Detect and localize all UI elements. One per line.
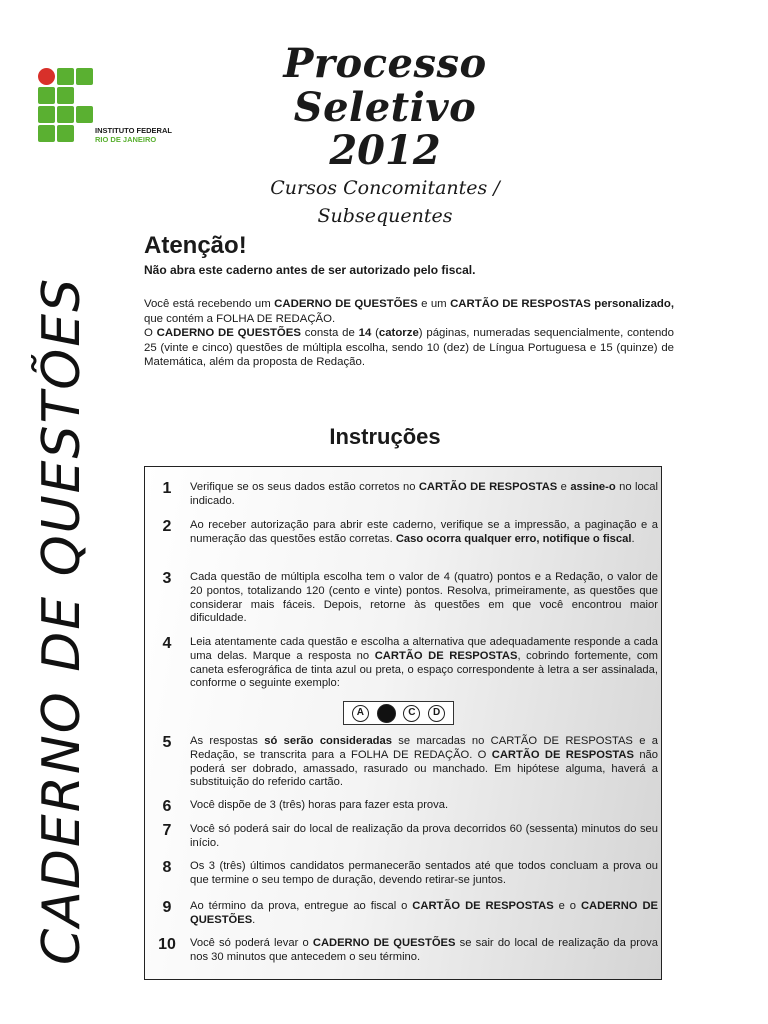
text-run-bold: só serão consideradas	[264, 735, 392, 747]
instruction-number: 10	[158, 936, 176, 953]
text-run-bold: CARTÃO DE RESPOSTAS	[418, 481, 558, 493]
attention-warning: Não abra este caderno antes de ser autorizado pelo fiscal.	[144, 263, 476, 277]
attention-paragraph-2	[144, 326, 674, 370]
logo-square	[76, 106, 93, 123]
text-run-bold: CADERNO DE QUESTÕES	[312, 937, 456, 949]
text-run: Verifique se os seus dados estão corretos no	[190, 481, 419, 493]
instruction-number: 5	[162, 734, 172, 751]
side-label: CADERNO DE QUESTÕES	[32, 276, 92, 965]
text-run: Ao receber autorização para abrir este caderno, verifique se a impressão, a paginação e a numeração das questões estão corretas.	[190, 519, 658, 545]
instruction-text	[190, 735, 658, 790]
option-bubble-filled	[377, 704, 396, 723]
text-run: não poderá ser dobrado, amassado, rasurado ou manchado. Em hipótese alguma, haverá a substituição do referido cartão.	[190, 748, 658, 789]
institute-name-line2: RIO DE JANEIRO	[95, 135, 157, 144]
instruction-text	[190, 519, 658, 547]
text-run-bold: CARTÃO DE RESPOSTAS personalizado,	[450, 298, 675, 310]
document-subtitle: Cursos Concomitantes / Subsequentes	[270, 177, 500, 227]
text-run: se marcadas no CARTÃO DE RESPOSTAS e a Redação, se transcrita para a FOLHA DE REDAÇÃO. O	[190, 735, 658, 761]
text-run: e o	[553, 900, 581, 912]
instruction-text	[190, 481, 658, 509]
text-run: e	[557, 481, 571, 493]
instruction-number: 6	[162, 798, 172, 815]
institute-name	[95, 126, 172, 144]
instruction-text	[190, 860, 658, 888]
text-run-bold: catorze	[378, 327, 419, 339]
text-run: se sair do local de realização da prova nos 30 minutos que antecedem o seu término.	[190, 937, 658, 963]
text-run: Você está recebendo um	[144, 298, 275, 310]
text-run: .	[252, 913, 256, 926]
instruction-number: 3	[162, 570, 172, 587]
text-run: Os 3 (três) últimos candidatos permanecerão sentados até que todos concluam a prova ou que termine o seu tempo de duração, devendo retirar-se juntos.	[190, 860, 658, 886]
logo-square	[38, 125, 55, 142]
text-run-bold: CADERNO DE QUESTÕES	[274, 298, 418, 310]
text-run-bold: 14	[358, 327, 372, 339]
text-run: Você só poderá levar o	[190, 937, 313, 949]
text-run: consta de	[300, 327, 359, 339]
text-run: , cobrindo fortemente, com caneta esferográfica de tinta azul ou preta, o espaço correspondente à letra a ser assinalada, conforme o seguinte exemplo:	[190, 649, 658, 690]
text-run-bold: CADERNO DE QUESTÕES	[156, 327, 301, 339]
text-run-bold: CARTÃO DE RESPOSTAS	[412, 900, 554, 912]
document-title: Processo Seletivo	[283, 40, 487, 131]
text-run: que contém a FOLHA DE REDAÇÃO.	[144, 312, 336, 325]
option-bubble-a: A	[352, 705, 369, 722]
attention-heading: Atenção!	[144, 232, 247, 259]
text-run-bold: CADERNO DE QUESTÕES	[190, 900, 658, 926]
document-year: 2012	[329, 127, 441, 174]
logo-square	[57, 125, 74, 142]
text-run: ) páginas, numeradas sequencialmente, contendo 25 (vinte e cinco) questões de múltipla escolha, sendo 10 (dez) de Língua Portuguesa e 15 (quinze) de Matemática, além da proposta de Redação.	[144, 327, 674, 368]
text-run-bold: assine-o	[570, 481, 616, 493]
answer-marking-example	[343, 701, 454, 725]
logo-square	[38, 87, 55, 104]
text-run-bold: Caso ocorra qualquer erro, notifique o fiscal	[395, 532, 632, 545]
instruction-text	[190, 900, 658, 928]
logo-square	[38, 106, 55, 123]
logo-square	[57, 106, 74, 123]
text-run: no local indicado.	[190, 481, 658, 507]
logo-square	[76, 68, 93, 85]
attention-section	[144, 232, 674, 370]
instruction-text	[190, 799, 658, 813]
text-run: Você só poderá sair do local de realização da prova decorridos 60 (sessenta) minutos do seu início.	[190, 823, 658, 849]
text-run: O	[144, 327, 157, 339]
instruction-text	[190, 636, 658, 691]
logo-square	[57, 68, 74, 85]
text-run: e um	[417, 298, 451, 310]
logo-red-dot	[38, 68, 55, 85]
text-run: Leia atentamente cada questão e escolha a alternativa que adequadamente responde a cada uma delas. Marque a resposta no	[190, 636, 658, 662]
option-bubble-c: C	[403, 705, 420, 722]
text-run: Cada questão de múltipla escolha tem o valor de 4 (quatro) pontos e a Redação, o valor de 20 pontos, totalizando 120 (cento e vinte) pontos. Resolva, primeiramente, as questões que considerar mais fáceis. Depois, retorne às questões em que você encontrou maior dificuldade.	[190, 571, 658, 625]
instruction-text	[190, 823, 658, 851]
attention-paragraph-1	[144, 297, 674, 326]
text-run-bold: CARTÃO DE RESPOSTAS	[374, 649, 518, 662]
instruction-number: 9	[162, 899, 172, 916]
institute-logo	[36, 66, 186, 146]
instruction-number: 8	[162, 859, 172, 876]
instruction-number: 2	[162, 518, 172, 535]
text-run: As respostas	[190, 735, 265, 747]
text-run-bold: CARTÃO DE RESPOSTAS	[491, 748, 634, 761]
institute-name-line1: INSTITUTO FEDERAL	[95, 126, 172, 135]
instruction-number: 7	[162, 822, 172, 839]
logo-square	[57, 87, 74, 104]
text-run: .	[631, 532, 635, 545]
instruction-number: 4	[162, 635, 172, 652]
instruction-number: 1	[162, 480, 172, 497]
instruction-text	[190, 937, 658, 965]
option-bubble-d: D	[428, 705, 445, 722]
text-run: (	[371, 327, 379, 339]
text-run: Ao término da prova, entregue ao fiscal o	[190, 900, 413, 912]
instructions-title: Instruções	[329, 424, 441, 449]
instructions-box	[144, 466, 662, 980]
document-title-block	[210, 42, 560, 230]
text-run: Você dispõe de 3 (três) horas para fazer esta prova.	[190, 799, 449, 811]
instruction-text	[190, 571, 658, 626]
